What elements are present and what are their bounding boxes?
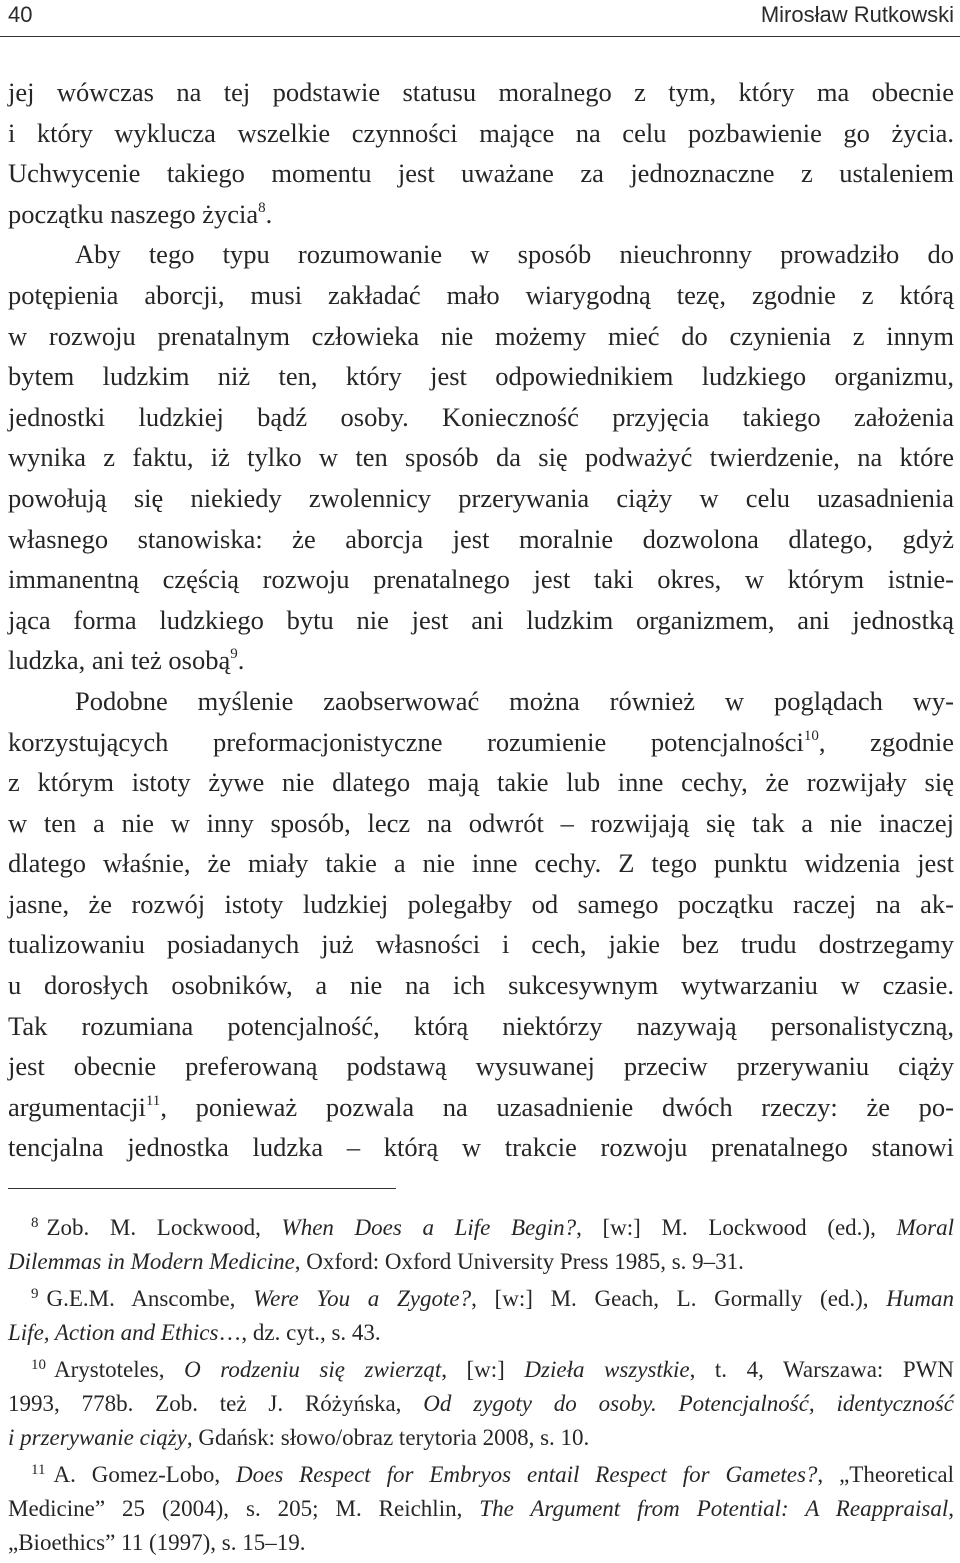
text-run: G.E.M. Anscombe, [46, 1286, 254, 1311]
italic-title: Human [886, 1286, 954, 1311]
text-line [8, 153, 954, 194]
footnote-reference: 8 [258, 199, 266, 216]
italic-title: Moral [896, 1215, 954, 1240]
text-run: , „Theoretical [817, 1462, 954, 1487]
text-run: 1993, 778b. Zob. też J. Różyńska, [8, 1391, 424, 1416]
text-run: „Bioethics” 11 (1997), s. 15–19. [8, 1530, 306, 1555]
text-run: powołują się niekiedy zwolennicy przerywania ciąży w celu uzasadnienia [8, 482, 954, 513]
running-header [0, 0, 960, 37]
text-run: , [948, 1496, 954, 1521]
text-run: immanentną częścią rozwoju prenatalnego jest taki okres, w którym istnie- [8, 564, 954, 595]
text-run: jej wówczas na tej podstawie statusu moralnego z tym, który ma obecnie [8, 77, 954, 107]
footnote-line [8, 1245, 954, 1279]
italic-title: O rodzeniu się zwierząt [184, 1357, 442, 1382]
text-run: własnego stanowiska: że aborcja jest moralnie dozwolona dlatego, gdyż [8, 523, 954, 554]
italic-title: When Does a Life Begin? [281, 1215, 577, 1240]
footnote [8, 1458, 954, 1560]
text-run: w rozwoju prenatalnym człowieka nie możemy mieć do czynienia z innym [8, 320, 954, 351]
italic-title: Dilemmas in Modern Medicine [8, 1249, 295, 1274]
text-run: Zob. M. Lockwood, [46, 1215, 282, 1240]
footnote-line [8, 1353, 954, 1387]
text-run: i który wyklucza wszelkie czynności mające na celu pozbawienie go życia. [8, 117, 954, 148]
text-run: A. Gomez-Lobo, [53, 1462, 236, 1487]
footnote-reference: 10 [803, 727, 819, 744]
text-run: tualizowaniu posiadanych już własności i cech, jakie bez trudu dostrzegamy [8, 929, 954, 960]
page-number: 40 [8, 2, 33, 27]
text-line [8, 681, 954, 722]
text-line [8, 113, 954, 154]
text-run: Aby tego typu rozumowanie w sposób nieuchronny prowadziło do [75, 239, 954, 270]
text-line [8, 356, 954, 397]
text-run: Arystoteles, [54, 1357, 185, 1382]
text-run: Uchwycenie takiego momentu jest uważane za jednoznaczne z ustaleniem [8, 158, 954, 189]
text-line [8, 803, 954, 844]
text-run: jednostki ludzkiej bądź osoby. Konieczność przyjęcia takiego założenia [8, 401, 954, 432]
footnote [8, 1211, 954, 1279]
text-line [8, 722, 954, 763]
text-line [8, 519, 954, 560]
text-run: , Oxford: Oxford University Press 1985, s. 9–31. [294, 1249, 744, 1274]
text-run: jest obecnie preferowaną podstawą wysuwanej przeciw przerywaniu ciąży [8, 1051, 954, 1082]
text-run: , zgodnie [818, 726, 954, 757]
text-run: potępienia aborcji, musi zakładać mało wiarygodną tezę, zgodnie z którą [8, 279, 954, 310]
italic-title: Life, Action and Ethics [8, 1320, 219, 1345]
text-run: dlatego właśnie, że miały takie a nie inne cechy. Z tego punktu widzenia jest [8, 848, 954, 879]
text-run: . [237, 645, 245, 676]
text-line [8, 72, 954, 113]
italic-title: Were You a Zygote? [253, 1286, 472, 1311]
footnote-reference: 11 [145, 1092, 161, 1109]
italic-title: The Argument from Potential: A Reappraisal [479, 1496, 949, 1521]
text-line [8, 194, 954, 235]
text-line [8, 559, 954, 600]
text-run: początku naszego życia [8, 198, 259, 229]
text-line [8, 275, 954, 316]
text-line [8, 437, 954, 478]
text-line [8, 316, 954, 357]
footnote-number: 10 [31, 1357, 46, 1373]
text-run: , [w:] M. Lockwood (ed.), [576, 1215, 897, 1240]
text-line [8, 924, 954, 965]
text-run: Tak rozumiana potencjalność, którą niektórzy nazywają personalistyczną, [8, 1010, 954, 1041]
text-line [8, 234, 954, 275]
text-run: Podobne myślenie zaobserwować można również w poglądach wy- [75, 685, 954, 716]
text-run: bytem ludzkim niż ten, który jest odpowiednikiem ludzkiego organizmu, [8, 361, 954, 392]
footnote [8, 1353, 954, 1455]
text-run: …, dz. cyt., s. 43. [218, 1320, 381, 1345]
text-run: tencjalna jednostka ludzka – którą w trakcie rozwoju prenatalnego stanowi [8, 1132, 954, 1163]
italic-title: Dzieła wszystkie [524, 1357, 690, 1382]
text-run: Medicine” 25 (2004), s. 205; M. Reichlin, [8, 1496, 480, 1521]
main-text [8, 72, 954, 1168]
text-run: w ten a nie w inny sposób, lecz na odwrót – rozwijają się tak a nie inaczej [8, 807, 954, 838]
footnote [8, 1282, 954, 1350]
text-run: , [w:] M. Geach, L. Gormally (ed.), [471, 1286, 887, 1311]
footnote-number: 11 [31, 1462, 46, 1478]
text-line [8, 762, 954, 803]
text-run: , Gdańsk: słowo/obraz terytoria 2008, s. 10. [186, 1425, 590, 1450]
italic-title: i przerywanie ciąży [8, 1425, 187, 1450]
text-run: korzystujących preformacjonistyczne rozumienie potencjalności [8, 726, 804, 757]
text-run: u dorosłych osobników, a nie na ich sukcesywnym wytwarzaniu w czasie. [8, 970, 954, 1001]
text-run: , [w:] [441, 1357, 525, 1382]
text-line [8, 600, 954, 641]
footnote-reference: 9 [230, 646, 238, 663]
footnote-line [8, 1316, 954, 1350]
text-run: wynika z faktu, iż tylko w ten sposób da się podważyć twierdzenie, na które [8, 442, 954, 473]
footnotes [8, 1211, 954, 1563]
text-run: jąca forma ludzkiego bytu nie jest ani ludzkim organizmem, ani jednostką [8, 604, 954, 635]
text-run: argumentacji [8, 1091, 146, 1122]
text-line [8, 1006, 954, 1047]
italic-title: Od zygoty do osoby. Potencjalność, identyczność [423, 1391, 954, 1416]
text-run: , ponieważ pozwala na uzasadnienie dwóch rzeczy: że po- [160, 1091, 954, 1122]
footnote-line [8, 1492, 954, 1526]
running-head-author: Mirosław Rutkowski [760, 2, 954, 27]
footnote-number: 8 [31, 1215, 39, 1231]
footnote-line [8, 1387, 954, 1421]
footnote-line [8, 1421, 954, 1455]
footnote-line [8, 1211, 954, 1245]
footnote-line [8, 1458, 954, 1492]
text-line [8, 478, 954, 519]
text-line [8, 640, 954, 681]
text-run: . [265, 198, 273, 229]
text-line [8, 843, 954, 884]
text-line [8, 1046, 954, 1087]
text-run: z którym istoty żywe nie dlatego mają takie lub inne cechy, że rozwijały się [8, 767, 954, 798]
text-line [8, 1127, 954, 1168]
text-line [8, 965, 954, 1006]
text-run: ludzka, ani też osobą [8, 645, 231, 676]
footnote-number: 9 [31, 1286, 39, 1302]
text-line [8, 397, 954, 438]
footnote-line [8, 1282, 954, 1316]
text-run: jasne, że rozwój istoty ludzkiej polegałby od samego początku raczej na ak- [8, 888, 954, 919]
italic-title: Does Respect for Embryos entail Respect for Gametes? [236, 1462, 818, 1487]
text-line [8, 884, 954, 925]
text-run: , t. 4, Warszawa: PWN [689, 1357, 954, 1382]
text-line [8, 1087, 954, 1128]
footnote-line [8, 1526, 954, 1560]
footnote-separator [8, 1188, 396, 1189]
